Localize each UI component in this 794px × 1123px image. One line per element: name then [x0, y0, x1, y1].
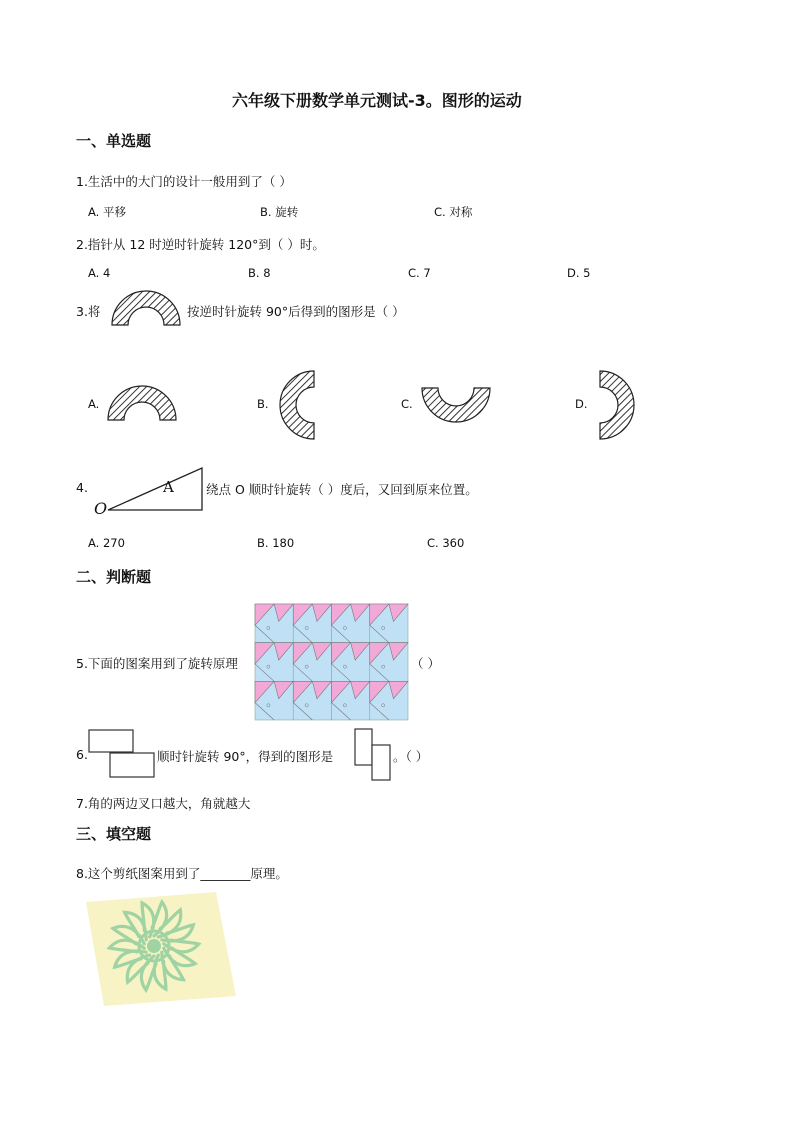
question-4-option-b[interactable]: B. 180: [257, 536, 295, 550]
question-6-result-figure: [354, 728, 392, 782]
question-2-option-c[interactable]: C. 7: [408, 266, 431, 280]
question-3-option-c[interactable]: C.: [401, 397, 413, 411]
question-1-option-c[interactable]: C. 对称: [434, 205, 473, 219]
question-5-suffix: （ ）: [411, 656, 440, 671]
question-1-option-a[interactable]: A. 平移: [88, 205, 126, 219]
question-2-option-b[interactable]: B. 8: [248, 266, 271, 280]
question-3-suffix: 按逆时针旋转 90°后得到的图形是（ ）: [187, 304, 405, 319]
question-6-prefix: 6.: [76, 747, 88, 762]
question-3-option-a-shape: [106, 384, 178, 422]
question-3-source-semicircle: [110, 288, 182, 328]
question-5-rotation-pattern: [255, 604, 408, 720]
section-heading-single-choice: 一、单选题: [76, 132, 152, 150]
question-3-option-b-shape: [276, 369, 316, 441]
question-8-papercut-image: [84, 890, 240, 1008]
question-6-source-figure: [88, 729, 156, 779]
question-3-option-c-shape: [420, 386, 492, 424]
question-4-option-a[interactable]: A. 270: [88, 536, 125, 550]
question-4-option-c[interactable]: C. 360: [427, 536, 465, 550]
section-heading-true-false: 二、判断题: [76, 568, 152, 586]
question-6-middle: 顺时针旋转 90°，得到的图形是: [157, 749, 334, 764]
question-4-triangle-figure: [94, 464, 206, 520]
question-4-prefix: 4.: [76, 480, 88, 495]
question-3-option-b[interactable]: B.: [257, 397, 269, 411]
question-2-option-a[interactable]: A. 4: [88, 266, 111, 280]
question-3-prefix: 3.将: [76, 304, 101, 319]
question-7-text: 7.角的两边叉口越大，角就越大: [76, 796, 251, 811]
question-1-option-b[interactable]: B. 旋转: [260, 205, 299, 219]
question-4-shape-label: A: [163, 478, 174, 496]
question-4-suffix: 绕点 O 顺时针旋转（ ）度后，又回到原来位置。: [206, 482, 478, 497]
question-1-text: 1.生活中的大门的设计一般用到了（ ）: [76, 174, 292, 189]
papercut-center: [147, 939, 161, 953]
question-3-option-d-shape: [598, 369, 638, 441]
question-4-point-label: O: [94, 499, 108, 518]
question-3-option-d[interactable]: D.: [575, 397, 588, 411]
section-heading-fill-blank: 三、填空题: [76, 825, 152, 843]
question-6-suffix: 。（ ）: [393, 749, 429, 764]
question-8-text: 8.这个剪纸图案用到了________原理。: [76, 866, 288, 881]
question-3-option-a[interactable]: A.: [88, 397, 100, 411]
question-5-prefix: 5.下面的图案用到了旋转原理: [76, 656, 238, 671]
question-2-option-d[interactable]: D. 5: [567, 266, 591, 280]
question-2-text: 2.指针从 12 时逆时针旋转 120°到（ ）时。: [76, 237, 325, 252]
page-title: 六年级下册数学单元测试-3。图形的运动: [232, 91, 522, 110]
